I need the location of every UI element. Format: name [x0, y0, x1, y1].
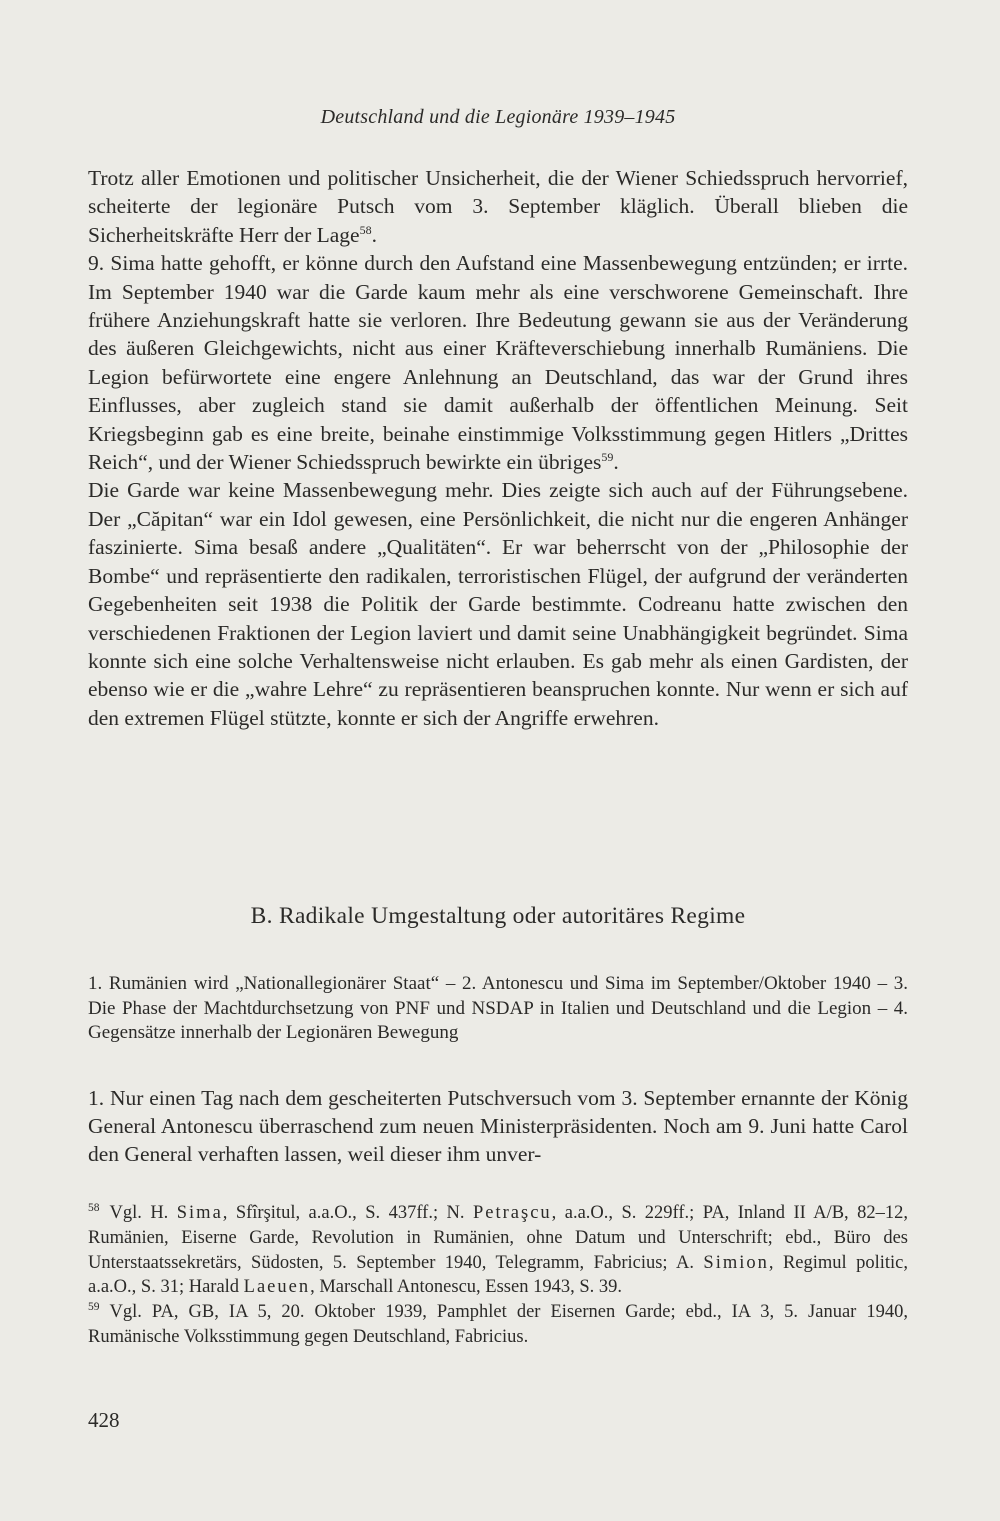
section-paragraph: 1. Nur einen Tag nach dem gescheiterten Putschversuch vom 3. September ernannte der König General Antonescu überraschend zum neuen Ministerpräsidenten. Noch am 9. Juni hatte Carol den General verhaften lassen, weil dieser ihm unver-: [88, 1086, 908, 1167]
footnote-ref-59[interactable]: 59: [601, 449, 614, 464]
footnote-text: , Marschall Antonescu, Essen 1943, S. 39.: [310, 1277, 623, 1298]
footnote-text: , a.a.O., S. 229ff.; PA, Inland II A/B, 82–12, Rumänien, Eiserne Garde, Revolution in Rumänien, ohne Datum und Unterschrift; ebd., Büro des Unterstaatssekretärs, Südosten, 5. September 1940, Telegramm, Fabricius; A.: [88, 1203, 908, 1273]
section-summary: 1. Rumänien wird „Nationallegionärer Staat“ – 2. Antonescu und Sima im September/Oktober 1940 – 3. Die Phase der Machtdurchsetzung von PNF und NSDAP in Italien und Deutschland und die Legion – 4. Gegensätze innerhalb der Legionären Bewegung: [88, 973, 908, 1043]
paragraph-2-tail: .: [613, 450, 619, 475]
footnote-number: 58: [88, 1201, 100, 1214]
paragraph-3: [88, 476, 908, 732]
author-name: Sima: [176, 1203, 223, 1223]
paragraph-1-text: Trotz aller Emotionen und politischer Unsicherheit, die der Wiener Schiedsspruch hervorrief, scheiterte der legionäre Putsch vom 3. September kläglich. Überall blieben die Sicherheitskräfte Herr der Lage: [88, 166, 908, 247]
author-name: Laeuen: [243, 1277, 311, 1298]
author-name: Petraşcu: [472, 1203, 552, 1223]
footnote-ref-58[interactable]: 58: [359, 222, 372, 237]
body-text: [88, 164, 908, 732]
running-head: Deutschland und die Legionäre 1939–1945: [320, 106, 676, 128]
footnote-text: Vgl. PA, GB, IA 5, 20. Oktober 1939, Pamphlet der Eisernen Garde; ebd., IA 3, 5. Januar 1940, Rumänische Volksstimmung gegen Deutschland, Fabricius.: [88, 1302, 908, 1347]
paragraph-2: [88, 249, 908, 476]
footnote-59: [88, 1300, 908, 1350]
paragraph-3-text: Die Garde war keine Massenbewegung mehr. Dies zeigte sich auch auf der Führungsebene. Der „Căpitan“ war ein Idol gewesen, eine Persönlichkeit, die nicht nur die engeren Anhänger faszinierte. Sima besaß andere „Qualitäten“. Er war beherrscht von der „Philosophie der Bombe“ und repräsentierte den radikalen, terroristischen Flügel, der aufgrund der veränderten Gegebenheiten seit 1938 die Politik der Garde bestimmte. Codreanu hatte zwischen den verschiedenen Fraktionen der Legion laviert und damit seine Unabhängigkeit begründet. Sima konnte sich eine solche Verhaltensweise nicht erlauben. Es gab mehr als einen Gardisten, der ebenso wie er die „wahre Lehre“ zu repräsentieren beanspruchen konnte. Nur wenn er sich auf den extremen Flügel stützte, konnte er sich der Angriffe erwehren.: [88, 478, 908, 730]
author-name: Simion: [703, 1252, 769, 1273]
footnote-number: 59: [88, 1301, 100, 1314]
footnote-58: [88, 1201, 908, 1300]
page-number: 428: [88, 1408, 120, 1432]
footnotes: [88, 1201, 908, 1350]
footnote-text: Vgl. H.: [109, 1203, 177, 1223]
paragraph-1: [88, 164, 908, 249]
footnote-text: , Regimul politic, a.a.O., S. 31; Harald: [88, 1252, 908, 1298]
paragraph-1-tail: .: [371, 222, 377, 247]
book-page: [88, 0, 908, 1521]
footnote-text: , Sfîrşitul, a.a.O., S. 437ff.; N.: [222, 1203, 473, 1223]
paragraph-2-text: 9. Sima hatte gehofft, er könne durch den Aufstand eine Massenbewegung entzünden; er irrte. Im September 1940 war die Garde kaum mehr als eine verschworene Gemeinschaft. Ihre frühere Anziehungskraft hatte sie verloren. Ihre Bedeutung gewann sie aus der Veränderung des äußeren Gleichgewichts, nicht aus einer Kräfteverschiebung innerhalb Rumäniens. Die Legion befürwortete eine engere Anlehnung an Deutschland, das war der Grund ihres Einflusses, aber zugleich stand sie damit außerhalb der öffentlichen Meinung. Seit Kriegsbeginn gab es eine breite, beinahe einstimmige Volksstimmung gegen Hitlers „Drittes Reich“, und der Wiener Schiedsspruch bewirkte ein übriges: [88, 251, 908, 475]
section-heading: B. Radikale Umgestaltung oder autoritäres Regime: [250, 903, 746, 929]
